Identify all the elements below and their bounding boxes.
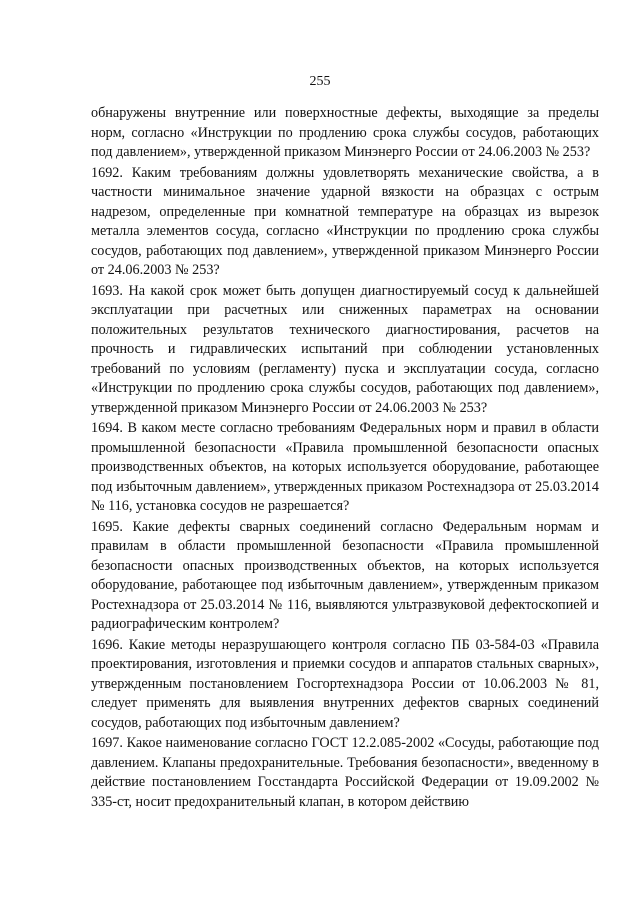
question-1693: 1693. На какой срок может быть допущен диагностируемый сосуд к дальнейшей эксплуатации при расчетных или сниженных параметрах на основании положительных результатов технического диагностирования, расчетов на прочность и гидравлических испытаний при соблюдении установленных требований по условиям (регламенту) пуска и эксплуатации сосуда, согласно «Инструкции по продлению срока службы сосудов, работающих под давлением», утвержденной приказом Минэнерго России от 24.06.2003 № 253? (91, 282, 599, 416)
question-1694: 1694. В каком месте согласно требованиям Федеральных норм и правил в области промышленной безопасности «Правила промышленной безопасности опасных производственных объектов, на которых используется оборудование, работающее под избыточным давлением», утвержденных приказом Ростехнадзора от 25.03.2014 № 116, установка сосудов не разрешается? (91, 420, 599, 514)
question-1697: 1697. Какое наименование согласно ГОСТ 12.2.085-2002 «Сосуды, работающие под давлением. Клапаны предохранительные. Требования безопасности», введенному в действие постановлением Госстандарта Российской Федерации от 19.09.2002 № 335-ст, носит предохранительный клапан, в котором действию (91, 735, 599, 810)
paragraph-continuation: обнаружены внутренние или поверхностные дефекты, выходящие за пределы норм, согласно «Инструкции по продлению срока службы сосудов, работающих под давлением», утвержденной приказом Минэнерго России от 24.06.2003 № 253? (91, 105, 599, 160)
question-1695: 1695. Какие дефекты сварных соединений согласно Федеральным нормам и правилам в области промышленной безопасности «Правила промышленной безопасности опасных производственных объектов, на которых используется оборудование, работающее под избыточным давлением», утвержденным приказом Ростехнадзора от 25.03.2014 № 116, выявляются ультразвуковой дефектоскопией и радиографическим контролем? (91, 518, 599, 632)
question-1696: 1696. Какие методы неразрушающего контроля согласно ПБ 03-584-03 «Правила проектирования, изготовления и приемки сосудов и аппаратов стальных сварных», утвержденным постановлением Госгортехнадзора России от 10.06.2003 № 81, следует применять для выявления внутренних дефектов сварных соединений сосудов, работающих под избыточным давлением? (91, 636, 599, 731)
question-1692: 1692. Каким требованиям должны удовлетворять механические свойства, а в частности минимальное значение ударной вязкости на образцах с острым надрезом, определенные при комнатной температуре на образцах из вырезок металла элементов сосуда, согласно «Инструкции по продлению срока службы сосудов, работающих под давлением», утвержденной приказом Минэнерго России от 24.06.2003 № 253? (91, 164, 599, 278)
page-body (91, 104, 599, 813)
page-number: 255 (309, 74, 331, 89)
